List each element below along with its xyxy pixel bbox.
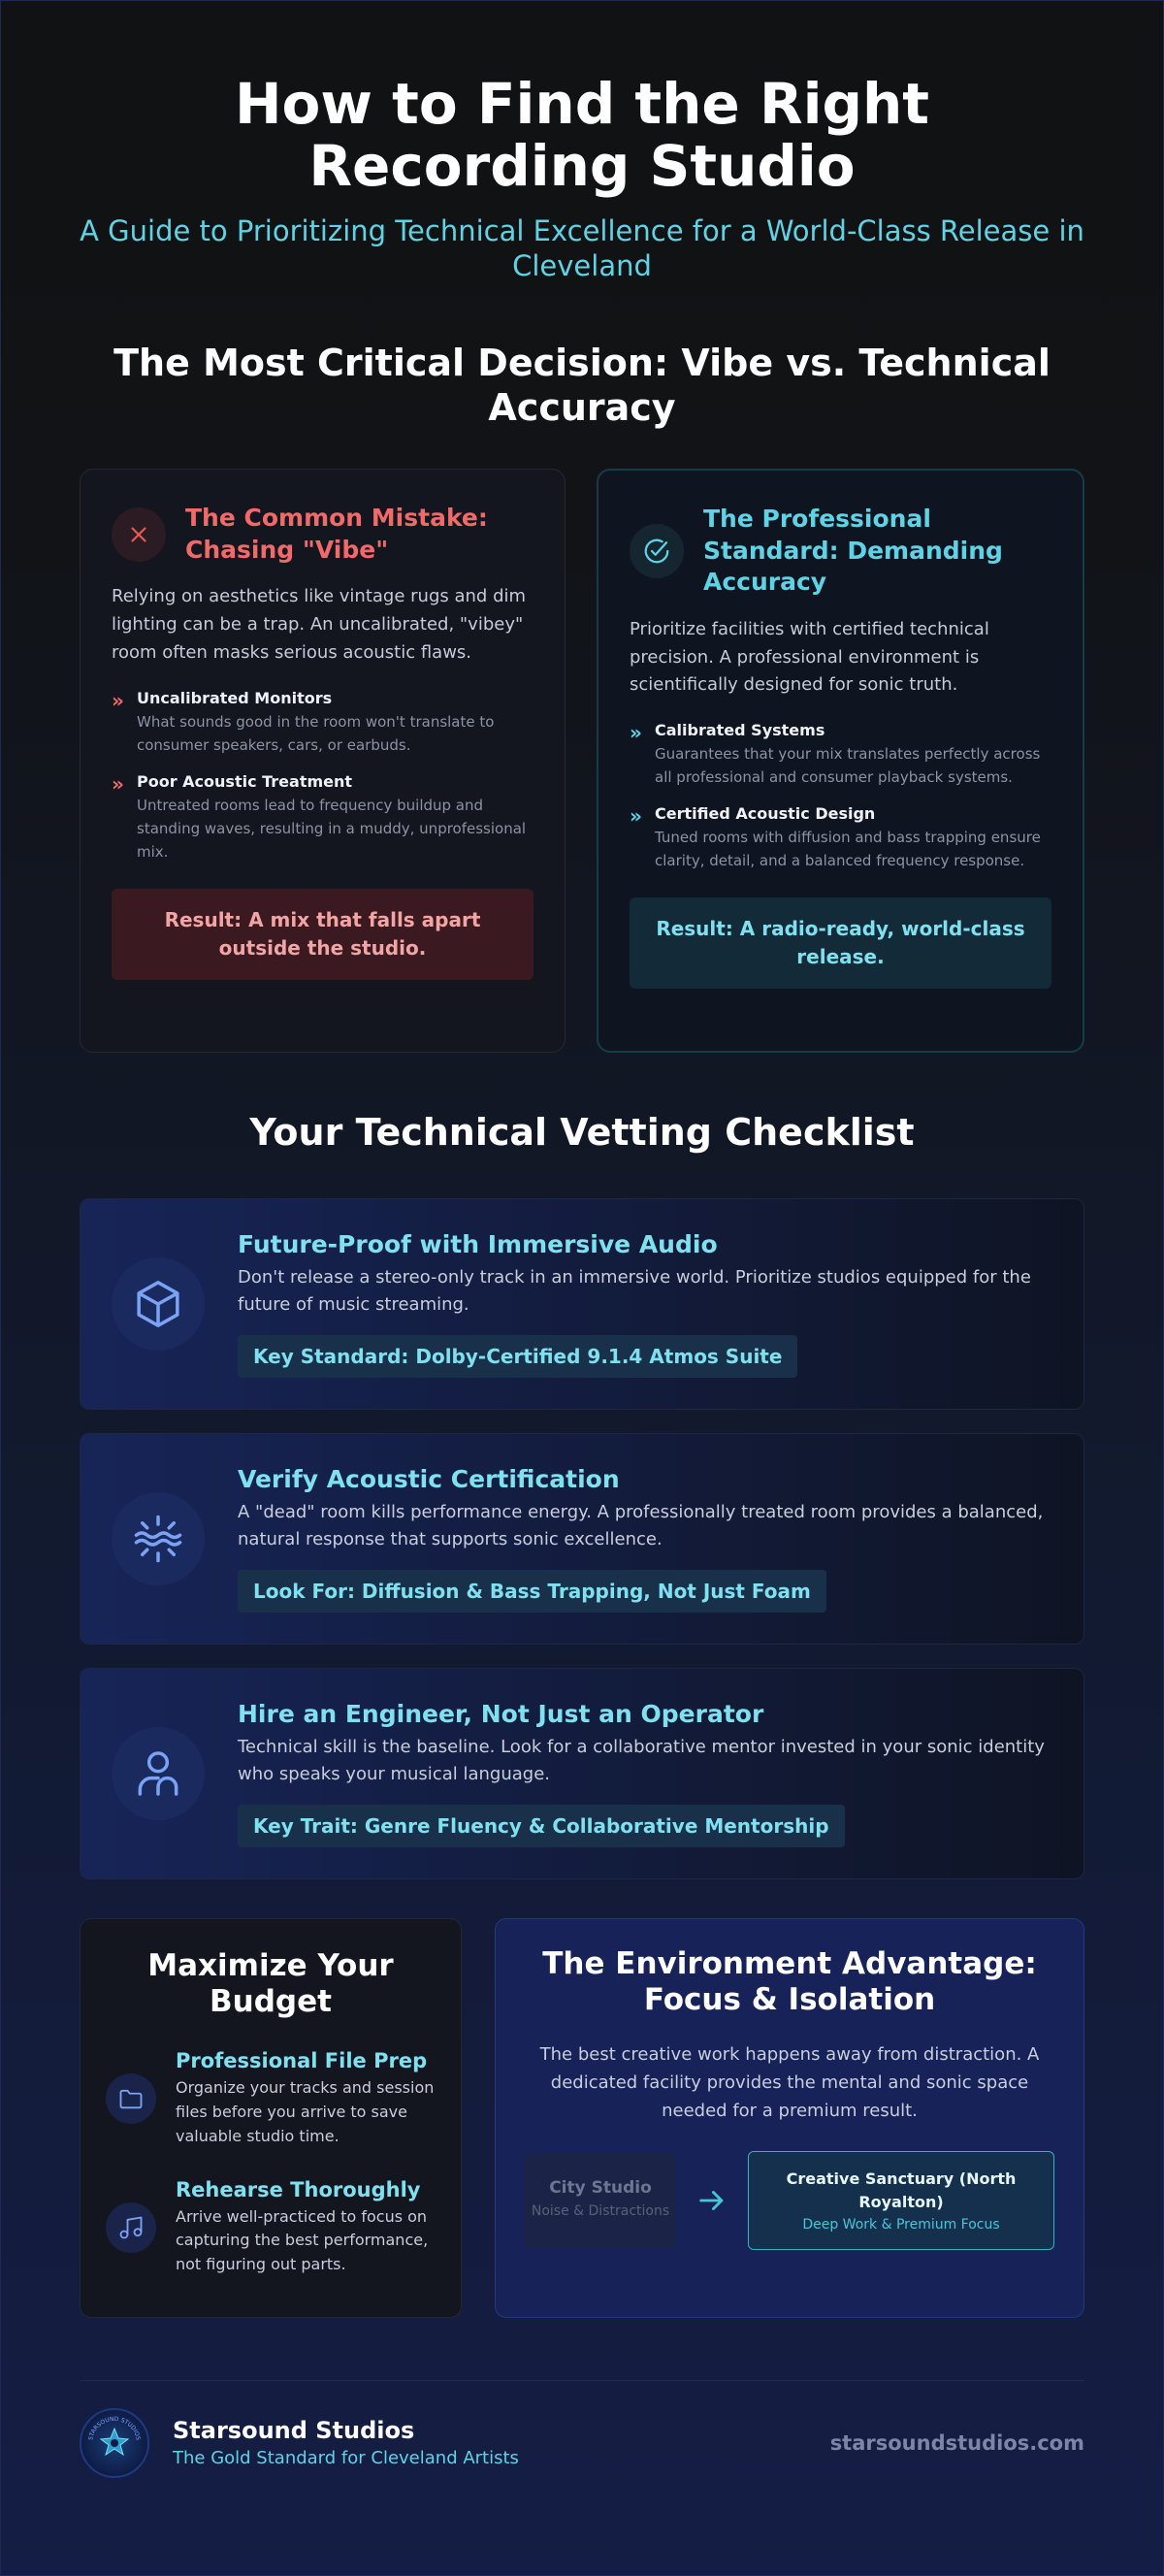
budget-tip xyxy=(106,2178,436,2277)
city-studio-box xyxy=(525,2153,676,2248)
city-studio-subtitle: Noise & Distractions xyxy=(531,2203,670,2220)
checklist-item-description: A "dead" room kills performance energy. A professionally treated room provides a balanced, natural response that supports sonic excellence. xyxy=(238,1501,1044,1550)
brand-tagline: The Gold Standard for Cleveland Artists xyxy=(173,2448,519,2469)
brand-logo xyxy=(80,2408,149,2478)
tip-text: Organize your tracks and session files before you arrive to save valuable studio time. xyxy=(176,2078,435,2145)
standard-result: Result: A radio-ready, world-class release. xyxy=(630,897,1051,989)
engineer-icon xyxy=(112,1727,205,1820)
music-note-icon xyxy=(106,2202,156,2253)
cube-icon xyxy=(112,1257,205,1351)
tip-title: Professional File Prep xyxy=(176,2049,428,2073)
budget-tip xyxy=(106,2049,436,2148)
website-link[interactable]: starsoundstudios.com xyxy=(829,2430,1084,2455)
decision-heading: The Most Critical Decision: Vibe vs. Technical Accuracy xyxy=(113,342,1051,429)
brand-name: Starsound Studios xyxy=(173,2417,415,2445)
checklist-item-title: Hire an Engineer, Not Just an Operator xyxy=(238,1699,764,1728)
checklist-item xyxy=(80,1198,1084,1410)
standard-card xyxy=(597,469,1084,1053)
page-header xyxy=(0,0,1164,283)
sanctuary-subtitle: Deep Work & Premium Focus xyxy=(802,2216,1000,2233)
bullet-title: Uncalibrated Monitors xyxy=(137,688,333,707)
list-item xyxy=(112,772,534,864)
tip-text: Arrive well-practiced to focus on capturing the best performance, not figuring out parts. xyxy=(176,2206,429,2274)
chevron-right-icon: » xyxy=(630,804,642,829)
x-icon xyxy=(112,507,166,562)
budget-title: Maximize Your Budget xyxy=(147,1947,394,2020)
checklist-item xyxy=(80,1668,1084,1879)
checklist-item-tag: Key Trait: Genre Fluency & Collaborative Mentorship xyxy=(238,1805,845,1847)
check-circle-icon xyxy=(630,524,684,578)
footer-divider xyxy=(80,2380,1084,2381)
arrow-right-icon xyxy=(693,2184,731,2217)
standard-title: The Professional Standard: Demanding Accuracy xyxy=(703,505,1003,597)
checklist-item-description: Don't release a stereo-only track in an immersive world. Prioritize studios equipped for the future of music streaming. xyxy=(238,1266,1031,1316)
checklist-section xyxy=(80,1198,1084,1879)
checklist-item-title: Verify Acoustic Certification xyxy=(238,1464,620,1493)
environment-card xyxy=(495,1918,1084,2318)
environment-comparison xyxy=(525,2151,1054,2250)
checklist-heading: Your Technical Vetting Checklist xyxy=(249,1111,915,1155)
mistake-result: Result: A mix that falls apart outside the studio. xyxy=(112,889,534,980)
chevron-right-icon: » xyxy=(112,688,124,712)
logo-emblem xyxy=(82,2411,146,2475)
bullet-title: Calibrated Systems xyxy=(655,721,825,740)
environment-description: The best creative work happens away from distraction. A dedicated facility provides the mental and sonic space needed for a premium result. xyxy=(539,2044,1040,2121)
page-title: How to Find the Right Recording Studio xyxy=(234,71,930,199)
checklist-item-tag: Key Standard: Dolby-Certified 9.1.4 Atmos Suite xyxy=(238,1335,797,1378)
standard-bullets xyxy=(630,721,1051,872)
standard-description: Prioritize facilities with certified technical precision. A professional environment is scientifically designed for sonic truth. xyxy=(630,618,989,696)
svg-text:STARSOUND STUDIOS: STARSOUND STUDIOS xyxy=(87,2415,142,2441)
mistake-description: Relying on aesthetics like vintage rugs and dim lighting can be a trap. An uncalibrated, "vibey" room often masks serious acoustic flaws. xyxy=(112,586,527,663)
footer xyxy=(80,2408,1084,2478)
mistake-bullets xyxy=(112,689,534,864)
mistake-title: The Common Mistake: Chasing "Vibe" xyxy=(185,504,488,564)
list-item xyxy=(112,689,534,757)
budget-card xyxy=(80,1918,462,2318)
checklist-item-title: Future-Proof with Immersive Audio xyxy=(238,1229,718,1258)
list-item xyxy=(630,721,1051,789)
mistake-card xyxy=(80,469,566,1053)
tip-title: Rehearse Thoroughly xyxy=(176,2177,421,2201)
page-subtitle: A Guide to Prioritizing Technical Excellence for a World-Class Release in Cleveland xyxy=(80,213,1084,282)
checklist-item-description: Technical skill is the baseline. Look for a collaborative mentor invested in your sonic identity who speaks your musical language. xyxy=(238,1736,1045,1785)
sound-waves-icon xyxy=(112,1492,205,1585)
bullet-text: Tuned rooms with diffusion and bass trapping ensure clarity, detail, and a balanced frequency response. xyxy=(655,829,1041,870)
bullet-text: Untreated rooms lead to frequency buildup and standing waves, resulting in a muddy, unprofessional mix. xyxy=(137,796,527,861)
chevron-right-icon: » xyxy=(112,771,124,796)
sanctuary-title: Creative Sanctuary (North Royalton) xyxy=(786,2169,1017,2211)
list-item xyxy=(630,804,1051,872)
bullet-title: Poor Acoustic Treatment xyxy=(137,771,353,791)
bullet-text: What sounds good in the room won't translate to consumer speakers, cars, or earbuds. xyxy=(137,712,495,754)
checklist-item-tag: Look For: Diffusion & Bass Trapping, Not Just Foam xyxy=(238,1570,826,1613)
environment-title: The Environment Advantage: Focus & Isolation xyxy=(542,1945,1037,2018)
chevron-right-icon: » xyxy=(630,721,642,745)
bullet-text: Guarantees that your mix translates perfectly across all professional and consumer playback systems. xyxy=(655,745,1041,787)
folder-icon xyxy=(106,2073,156,2124)
bullet-title: Certified Acoustic Design xyxy=(655,804,876,824)
checklist-item xyxy=(80,1433,1084,1645)
comparison-section xyxy=(80,469,1084,1053)
bottom-section xyxy=(80,1918,1084,2318)
city-studio-title: City Studio xyxy=(549,2178,652,2199)
sanctuary-box xyxy=(748,2151,1054,2250)
